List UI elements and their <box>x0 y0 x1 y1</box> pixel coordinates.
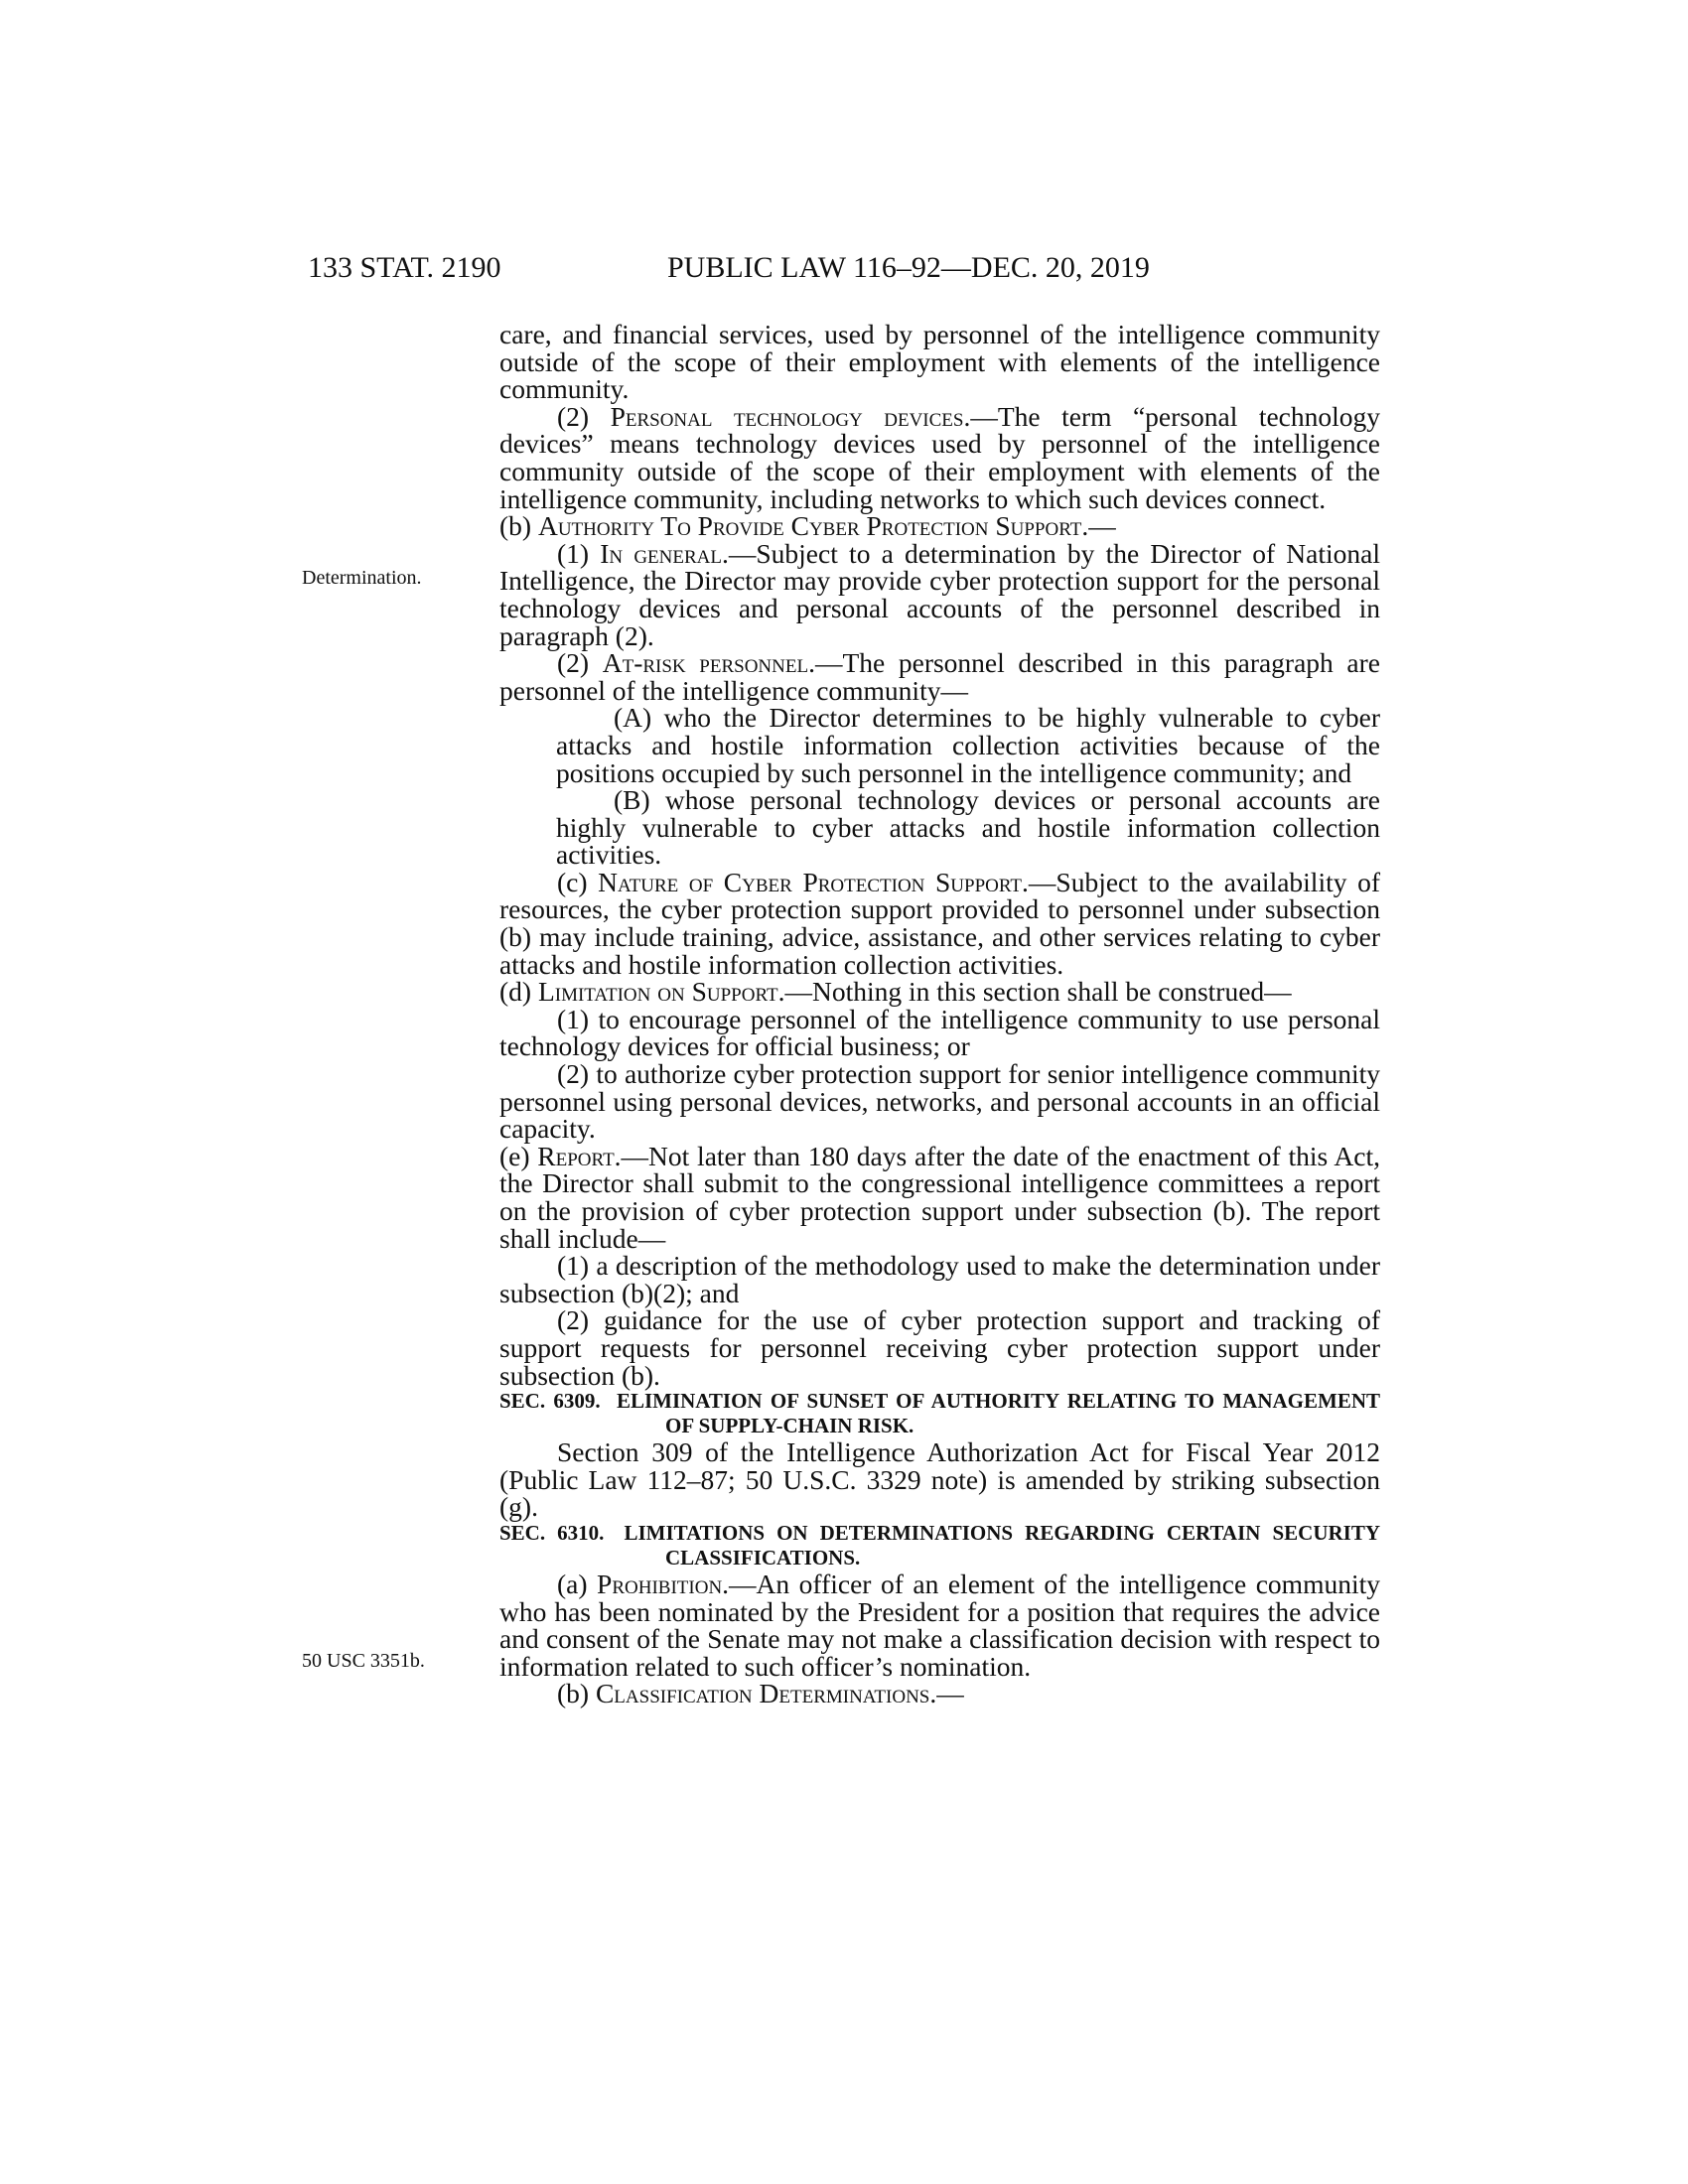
section-6310-subsection-b: (b) Classification Determinations.— <box>557 1678 964 1709</box>
subparagraph-b2b: (B) whose personal technology devices or personal accounts are highly vulnerable to cyber attacks and hostile information collection activities. <box>556 784 1380 871</box>
paragraph-a2: (2) Personal technology devices.—The term “personal technology devices” means technology devices used by personnel of the intelligence community outside of the scope of their employment with elements of the intelligence community, including networks to which such devices connect. <box>499 400 1381 514</box>
document-body <box>499 321 1380 1707</box>
paragraph-d1: (1) to encourage personnel of the intelligence community to use personal technology devices for official business; or <box>499 1003 1380 1062</box>
subsection-c: (c) Nature of Cyber Protection Support.—Subject to the availability of resources, the cyber protection support provided to personnel under subsection (b) may include training, advice, assistance, and other services relating to cyber attacks and hostile information collection activities. <box>499 866 1381 980</box>
paragraph-a1-continuation: care, and financial services, used by personnel of the intelligence community outside of the scope of their employment with elements of the intelligence community. <box>499 319 1380 405</box>
margin-note-determination: Determination. <box>302 567 422 589</box>
page-reference: 133 STAT. 2190 <box>308 251 501 284</box>
running-head: PUBLIC LAW 116–92—DEC. 20, 2019 <box>667 251 1150 284</box>
subsection-e: (e) Report.—Not later than 180 days after the date of the enactment of this Act, the Director shall submit to the congressional intelligence committees a report on the provision of cyber protection support under subsection (b). The report shall include— <box>499 1140 1380 1254</box>
paragraph-b2: (2) At-risk personnel.—The personnel described in this paragraph are personnel of the intelligence community— <box>499 647 1381 706</box>
paragraph-e1: (1) a description of the methodology used to make the determination under subsection (b)(2); and <box>499 1250 1380 1308</box>
page-header <box>0 251 1688 291</box>
paragraph-b1: (1) In general.—Subject to a determination by the Director of National Intelligence, the Director may provide cyber protection support for the personal technology devices and personal accounts of the personnel described in paragraph (2). <box>499 537 1380 651</box>
subsection-d: (d) Limitation on Support.—Nothing in this section shall be construed— <box>499 976 1292 1008</box>
section-6309-heading: SEC. 6309. ELIMINATION OF SUNSET OF AUTHORITY RELATING TO MANAGEMENT OF SUPPLY-CHAIN RISK. <box>499 1389 1381 1438</box>
paragraph-d2: (2) to authorize cyber protection support for senior intelligence community personnel using personal devices, networks, and personal accounts in an official capacity. <box>499 1058 1380 1145</box>
section-6310-heading: SEC. 6310. LIMITATIONS ON DETERMINATIONS REGARDING CERTAIN SECURITY CLASSIFICATIONS. <box>499 1520 1380 1570</box>
paragraph-e2: (2) guidance for the use of cyber protection support and tracking of support requests for personnel receiving cyber protection support under subsection (b). <box>499 1304 1380 1391</box>
section-6310-subsection-a: (a) Prohibition.—An officer of an element of the intelligence community who has been nominated by the President for a position that requires the advice and consent of the Senate may not make a classification decision with respect to information related to such officer’s nomination. <box>499 1568 1380 1682</box>
subparagraph-b2a: (A) who the Director determines to be highly vulnerable to cyber attacks and hostile information collection activities because of the positions occupied by such personnel in the intelligence community; and <box>556 702 1380 788</box>
subsection-b-heading: (b) Authority To Provide Cyber Protection Support.— <box>499 510 1116 542</box>
section-6309-text: Section 309 of the Intelligence Authorization Act for Fiscal Year 2012 (Public Law 112–87; 50 U.S.C. 3329 note) is amended by striking subsection (g). <box>499 1436 1380 1523</box>
margin-note-usc: 50 USC 3351b. <box>302 1650 425 1672</box>
